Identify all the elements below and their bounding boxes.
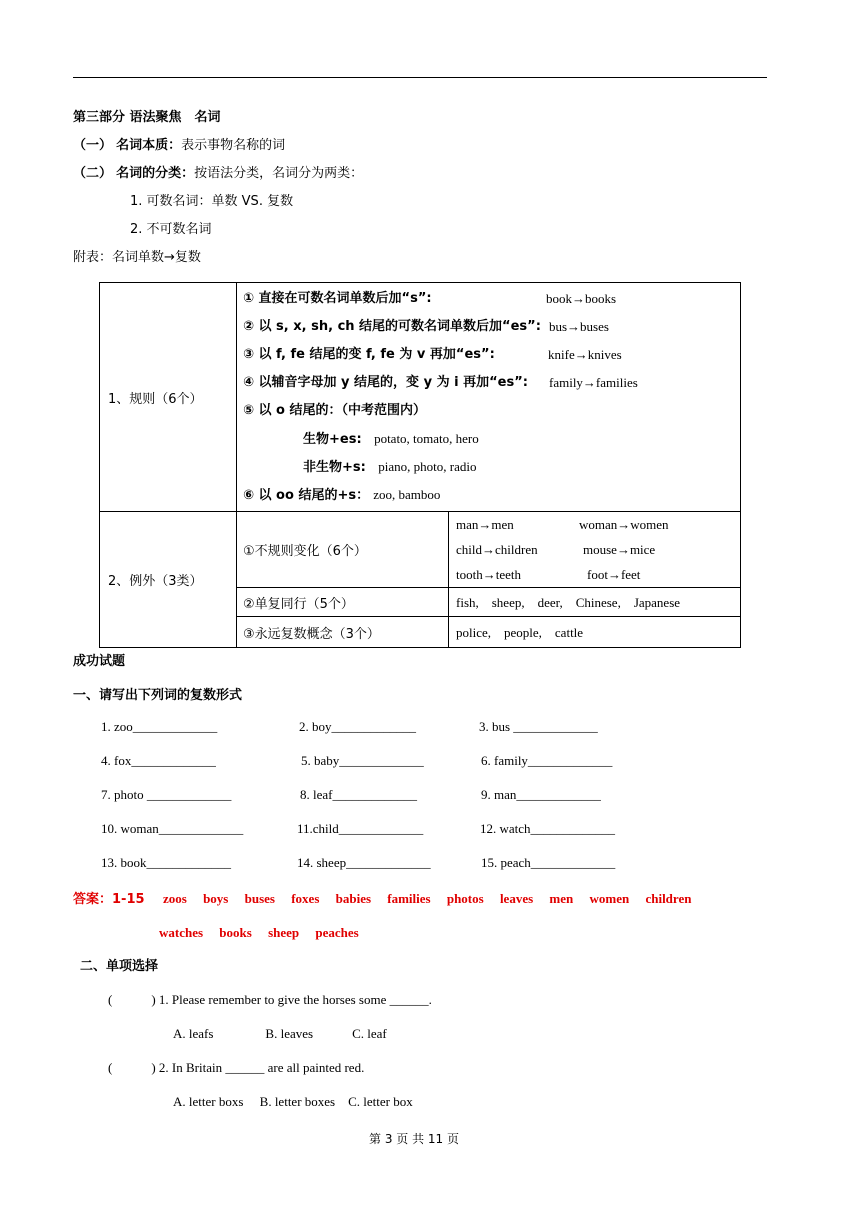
q1-item: 15. peach_____________ <box>481 855 616 870</box>
rule-1 <box>243 285 734 313</box>
rule-example: zoo, bamboo <box>373 487 441 502</box>
rule-text: ④ 以辅音字母加 y 结尾的，变 y 为 i 再加“es”: <box>243 375 528 390</box>
exceptions-label: 2、例外（3类） <box>100 512 237 648</box>
example-pair: tooth→teeth <box>456 567 521 582</box>
section-title: 第三部分 语法聚焦 名词 <box>73 110 221 125</box>
rule-text: ① 直接在可数名词单数后加“s”: <box>243 291 432 306</box>
mc-options-2: A. letter boxs B. letter boxes C. letter box <box>173 1094 413 1109</box>
exception-label: ②单复同行（5个） <box>237 588 449 617</box>
part-one-num: （一） <box>73 138 113 153</box>
mc-question-2 <box>108 1057 364 1076</box>
rule-example: potato, tomato, hero <box>374 431 479 446</box>
q1-item: 3. bus _____________ <box>479 719 598 734</box>
example-pair: foot→feet <box>587 567 641 582</box>
part-one-text: 表示事物名称的词 <box>181 138 286 153</box>
rule-3 <box>243 341 734 369</box>
answer-paren: ( ) <box>108 992 156 1007</box>
rules-label: 1、规则（6个） <box>100 283 237 512</box>
question-text: 2. In Britain ______ are all painted red. <box>158 1060 365 1075</box>
category-uncountable: 2. 不可数名词 <box>130 222 212 237</box>
part-one-label: 名词本质： <box>116 138 182 153</box>
category-countable: 1. 可数名词：单数 VS. 复数 <box>130 194 294 209</box>
q1-item: 12. watch_____________ <box>480 821 616 836</box>
example-line <box>449 537 740 562</box>
answer-paren: ( ) <box>108 1060 156 1075</box>
q1-item: 6. family_____________ <box>481 753 613 768</box>
rule-text: 生物+es: <box>303 432 362 447</box>
question-text: 1. Please remember to give the horses some ______. <box>158 992 432 1007</box>
rule-text: ③ 以 f, fe 结尾的变 f, fe 为 v 再加“es”: <box>243 347 495 362</box>
header-rule <box>73 77 767 78</box>
rule-example: piano, photo, radio <box>378 459 477 474</box>
exceptions-row-irregular <box>100 512 741 588</box>
q1-item: 7. photo _____________ <box>101 787 232 802</box>
mc-options-1: A. leafs B. leaves C. leaf <box>173 1026 387 1041</box>
answer-label: 答案：1-15 <box>73 892 145 907</box>
example-pair: mouse→mice <box>583 542 656 557</box>
rule-2 <box>243 313 734 341</box>
rule-5 <box>243 397 734 425</box>
example-pair: woman→women <box>579 517 669 532</box>
test-title: 成功试题 <box>73 654 126 669</box>
rule-6 <box>243 481 734 509</box>
rules-row <box>100 283 741 512</box>
example-line <box>449 512 740 537</box>
rule-5-living <box>243 425 734 453</box>
rule-4 <box>243 369 734 397</box>
q1-item: 10. woman_____________ <box>101 821 244 836</box>
example-pair: man→men <box>456 517 514 532</box>
example-pair: child→children <box>456 542 538 557</box>
answers-line-1: zoos boys buses foxes babies families photos leaves men women children <box>163 891 692 906</box>
rule-text: ② 以 s, x, sh, ch 结尾的可数名词单数后加“es”: <box>243 319 541 334</box>
rule-example: family→families <box>549 375 638 390</box>
part-two-label: 名词的分类： <box>116 166 195 181</box>
example-line: fish, sheep, deer, Chinese, Japanese <box>456 594 681 610</box>
rule-example: knife→knives <box>548 347 622 362</box>
part-two <box>73 162 363 181</box>
example-line: police, people, cattle <box>456 624 584 640</box>
q1-item: 2. boy_____________ <box>299 719 416 734</box>
exception-label: ①不规则变化（6个） <box>237 512 449 588</box>
example-line <box>449 562 740 587</box>
mc-question-1 <box>108 989 432 1008</box>
exception-examples <box>449 512 741 588</box>
rules-cell <box>237 283 741 512</box>
q1-title: 一、请写出下列词的复数形式 <box>73 688 243 703</box>
part-two-text: 按语法分类，名词分为两类： <box>194 166 364 181</box>
q1-item: 5. baby_____________ <box>301 753 424 768</box>
q1-item: 13. book_____________ <box>101 855 231 870</box>
rule-example: bus→buses <box>549 319 609 334</box>
exception-examples <box>449 588 741 617</box>
exception-label: ③永远复数概念（3个） <box>237 617 449 648</box>
part-one <box>73 134 285 153</box>
rule-text: ⑥ 以 oo 结尾的+s： <box>243 488 370 503</box>
page-footer: 第 3 页 共 11 页 <box>369 1132 459 1146</box>
rule-text: ⑤ 以 o 结尾的：（中考范围内） <box>243 403 427 418</box>
q1-item: 1. zoo_____________ <box>101 719 218 734</box>
rule-text: 非生物+s: <box>303 460 366 475</box>
plural-rules-table <box>99 282 741 648</box>
rule-5-nonliving <box>243 453 734 481</box>
part-two-num: （二） <box>73 166 113 181</box>
q1-item: 9. man_____________ <box>481 787 601 802</box>
rule-example: book→books <box>546 291 617 306</box>
q1-item: 14. sheep_____________ <box>297 855 431 870</box>
q2-title: 二、单项选择 <box>80 959 159 974</box>
answers-line-2: watches books sheep peaches <box>159 925 359 940</box>
appendix-title: 附表：名词单数→复数 <box>73 250 201 265</box>
exception-examples <box>449 617 741 648</box>
q1-item: 8. leaf_____________ <box>300 787 417 802</box>
q1-item: 11.child_____________ <box>297 821 424 836</box>
q1-item: 4. fox_____________ <box>101 753 216 768</box>
